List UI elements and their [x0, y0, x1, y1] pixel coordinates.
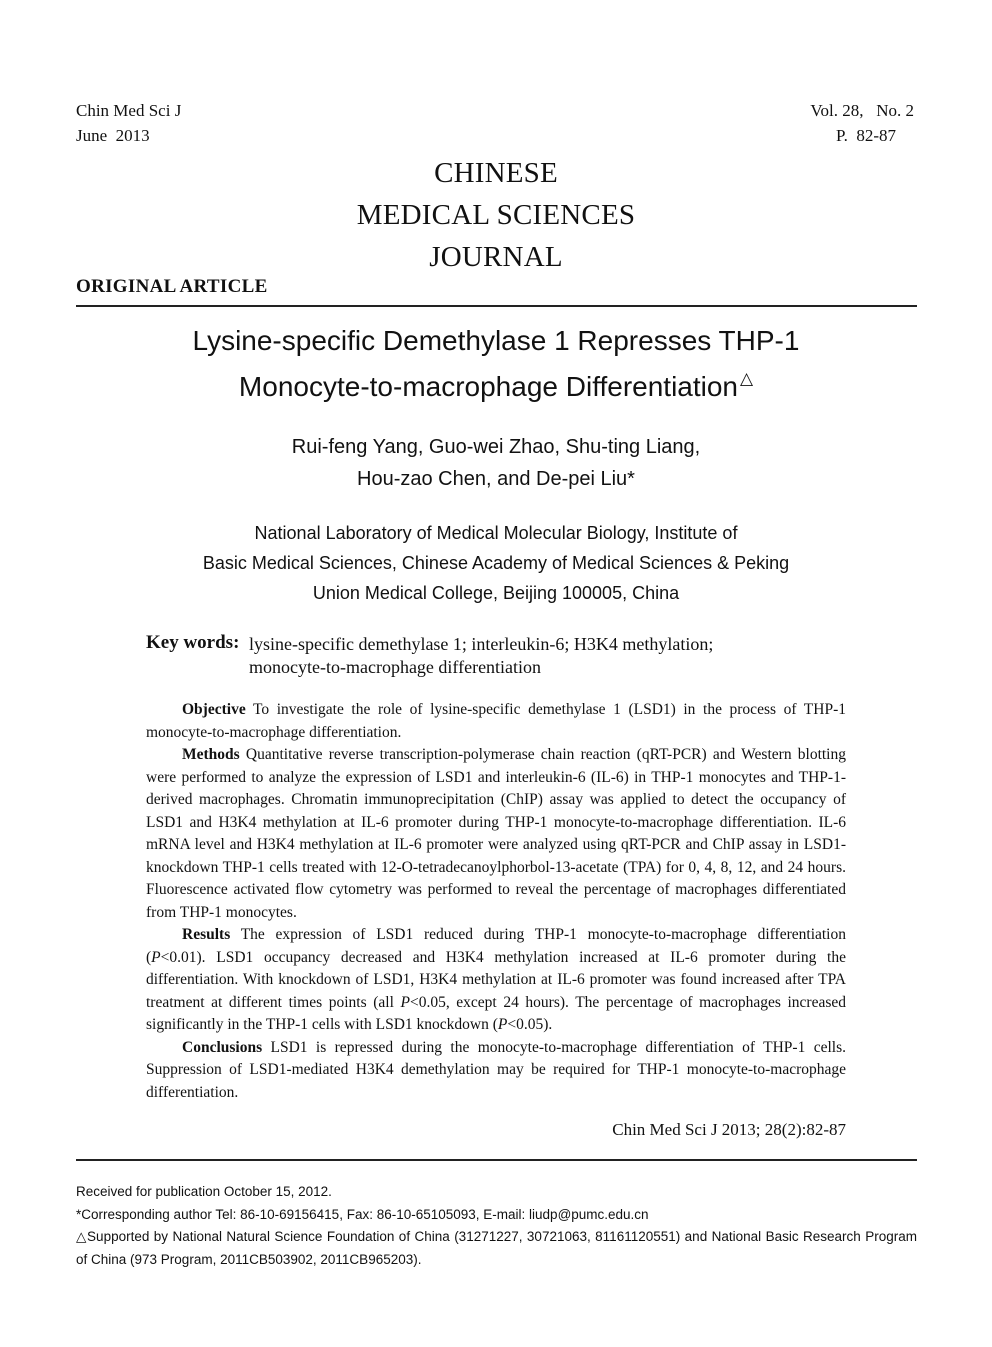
affiliation-line: Union Medical College, Beijing 100005, China — [312, 583, 680, 603]
journal-meta-right — [810, 98, 914, 148]
article-title — [0, 322, 992, 406]
conclusions-text: LSD1 is repressed during the monocyte-to-macrophage differentiation of THP-1 cells. Suppression of LSD1-mediated H3K4 demethylation may be required for THP-1 monocyte-to-macrophage differentiation. — [146, 1038, 846, 1101]
title-line: Lysine-specific Demethylase 1 Represses THP-1 — [192, 325, 800, 356]
article-type: ORIGINAL ARTICLE — [76, 276, 268, 297]
author-line: Hou-zao Chen, and De-pei Liu* — [357, 468, 635, 490]
results-text: The expression of LSD1 reduced during THP-1 monocyte-to-macrophage differentiation ( — [146, 926, 846, 966]
footnote-divider — [76, 1159, 917, 1161]
keywords-line: monocyte-to-macrophage differentiation — [249, 657, 542, 677]
keywords-line: lysine-specific demethylase 1; interleukin-6; H3K4 methylation; — [249, 634, 714, 654]
journal-name — [0, 152, 992, 278]
header-divider — [76, 305, 917, 307]
methods-label: Methods — [182, 746, 240, 763]
journal-name-line: MEDICAL SCIENCES — [356, 199, 636, 231]
title-line-2 — [0, 360, 992, 406]
citation: Chin Med Sci J 2013; 28(2):82-87 — [612, 1120, 846, 1139]
page-range: P. 82-87 — [836, 126, 896, 145]
affiliation-line: National Laboratory of Medical Molecular Biology, Institute of — [254, 523, 738, 543]
keywords-label: Key words: — [146, 632, 240, 653]
objective-label: Objective — [182, 701, 246, 718]
p-value-symbol: P — [497, 1016, 508, 1033]
footnotes — [76, 1181, 917, 1271]
results-text: <0.01). LSD1 occupancy decreased and H3K4 methylation increased at IL-6 promoter during the differentiation. With knockdown of LSD1, H3K4 methylation at IL-6 promoter was found increased after TPA treatment at different times points (all — [146, 948, 846, 1011]
affiliation-line: Basic Medical Sciences, Chinese Academy of Medical Sciences & Peking — [202, 553, 790, 573]
journal-meta-left — [76, 98, 181, 148]
methods-text: Quantitative reverse transcription-polymerase chain reaction (qRT-PCR) and Western blotting were performed to analyze the expression of LSD1 and interleukin-6 (IL-6) in THP-1 monocytes and THP-1-derived macrophages. Chromatin immunoprecipitation (ChIP) assay was applied to detect the occupancy of LSD1 and H3K4 methylation at IL-6 promoter during THP-1 monocyte-to-macrophage differentiation. IL-6 mRNA level and H3K4 methylation at IL-6 promoter were analyzed using qRT-PCR and ChIP assay in LSD1-knockdown THP-1 cells treated with 12-O-tetradecanoylphorbol-13-acetate (TPA) for 0, 4, 8, 12, and 24 hours. Fluorescence activated flow cytometry was performed to reveal the percentage of macrophages differentiated from THP-1 monocytes. — [146, 746, 846, 921]
corresponding-author: *Corresponding author Tel: 86-10-69156415, Fax: 86-10-65105093, E-mail: liudp@pumc.edu.cn — [76, 1206, 649, 1222]
abstract — [146, 699, 846, 1104]
abstract-results — [146, 924, 846, 1037]
journal-abbrev: Chin Med Sci J — [76, 101, 182, 120]
abstract-objective — [146, 699, 846, 744]
author-list — [0, 431, 992, 495]
abstract-conclusions — [146, 1037, 846, 1105]
received-date: Received for publication October 15, 2012. — [76, 1184, 332, 1199]
affiliation — [0, 518, 992, 608]
conclusions-label: Conclusions — [182, 1038, 263, 1056]
triangle-mark-icon: △ — [740, 369, 754, 388]
results-text: <0.05). — [507, 1016, 553, 1033]
p-value-symbol: P — [151, 948, 161, 966]
results-text: <0.05, except 24 hours). The percentage of macrophages increased significantly in the THP-1 cells with LSD1 knockdown ( — [146, 993, 846, 1033]
volume-issue: Vol. 28, No. 2 — [810, 101, 914, 120]
funding-note: △Supported by National Natural Science Foundation of China (31271227, 30721063, 81161120551) and National Basic Research Program of China (973 Program, 2011CB503902, 2011CB965203). — [76, 1229, 917, 1267]
objective-text: To investigate the role of lysine-specific demethylase 1 (LSD1) in the process of THP-1 monocyte-to-macrophage differentiation. — [146, 701, 846, 741]
p-value-symbol: P — [400, 993, 410, 1011]
keywords — [249, 633, 809, 679]
journal-name-line: CHINESE — [434, 157, 558, 189]
results-label: Results — [182, 926, 231, 943]
issue-date: June 2013 — [76, 126, 150, 145]
journal-name-line: JOURNAL — [429, 241, 563, 273]
title-line: Monocyte-to-macrophage Differentiation — [238, 371, 738, 402]
author-line: Rui-feng Yang, Guo-wei Zhao, Shu-ting Liang, — [291, 436, 701, 458]
abstract-methods — [146, 744, 846, 924]
